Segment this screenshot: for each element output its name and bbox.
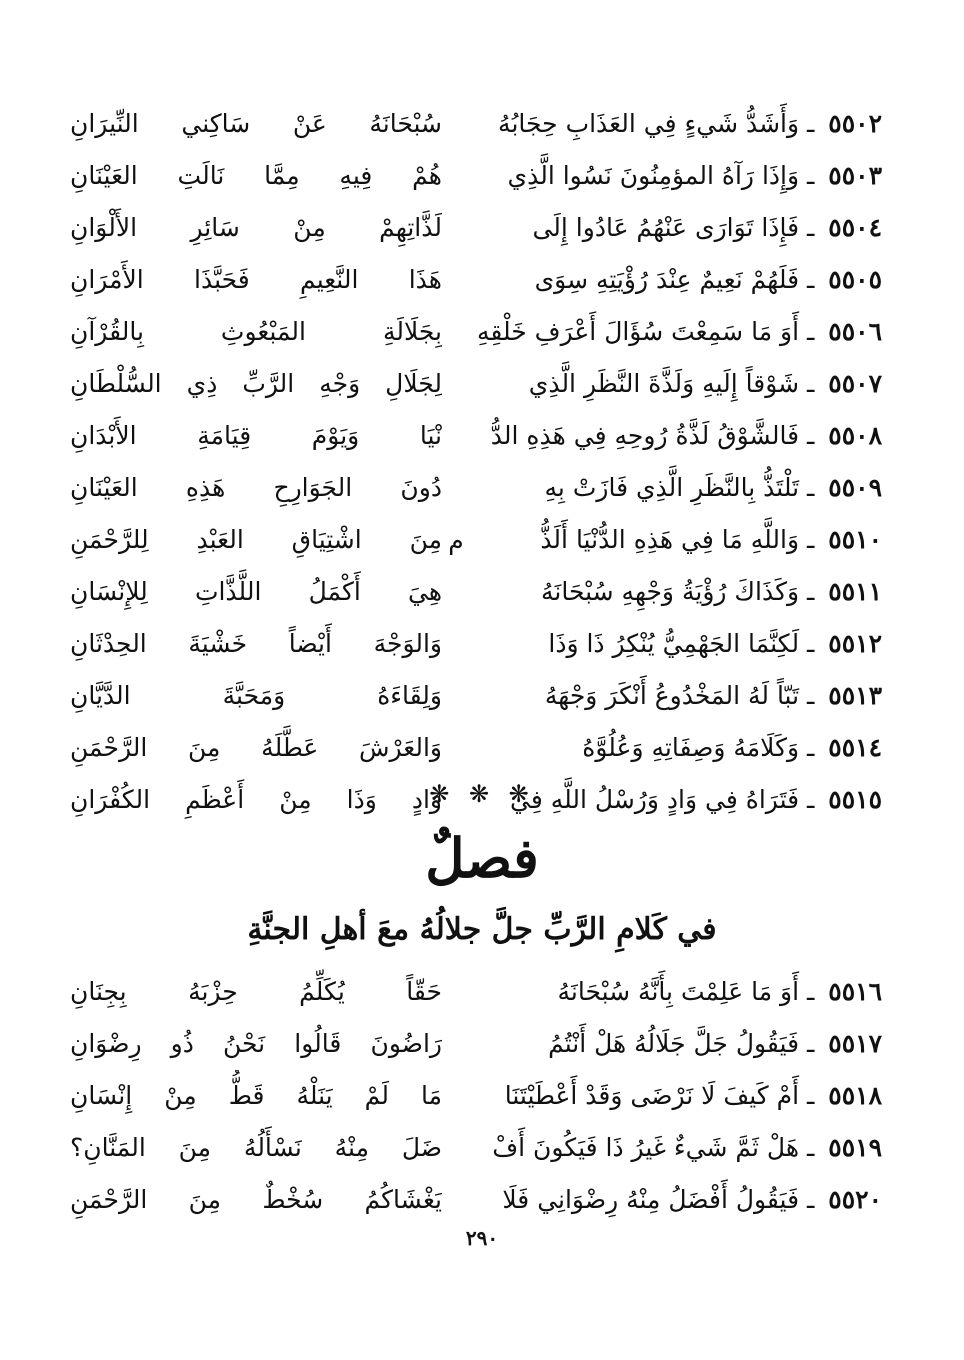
verse-first-text: لَكِنَّمَا الجَهْمِيُّ يُنْكِرُ ذَا وَذَا	[548, 629, 800, 658]
verse-second-hemistich: مَا لَمْ يَنَلْهُ قَطُّ مِنْ إِنْسَانِ	[70, 1081, 442, 1110]
verse-second-hemistich: وَلِقَاءَهُ وَمَحَبَّةَ الدَّيَّانِ	[70, 681, 442, 710]
verse-number: ٥٥٢٠	[828, 1185, 882, 1214]
section-subtitle: في كَلامِ الرَّبِّ جلَّ جلالُهُ معَ أهلِ الجنَّةِ	[247, 912, 717, 947]
verse-second-hemistich: ضَلَ مِنْهُ نَسْأَلُهُ مِنَ المَنَّانِ؟	[70, 1133, 442, 1162]
verse-line	[70, 98, 882, 150]
verse-first-text: فَيَقُولُ أَفْضَلُ مِنْهُ رِضْوَانِي فَلَا	[502, 1185, 800, 1214]
verse-second-hemistich: لِجَلَالِ وَجْهِ الرَّبِّ ذِي السُّلْطَانِ	[70, 369, 442, 398]
verse-first-hemistich: ٥٥٠٧ ـ شَوْقاً إِلَيهِ وَلَذَّةَ النَّظَرِ الَّذِي	[528, 369, 882, 398]
verse-number: ٥٥١١	[828, 577, 882, 606]
page-number: ٢٩٠	[465, 1226, 499, 1250]
verse-first-text: أَوَ مَا عَلِمْتَ بِأَنَّهُ سُبْحَانَهُ	[557, 977, 800, 1006]
verse-number: ٥٥٠٨	[828, 421, 882, 450]
verse-second-hemistich: وَالوَجْهَ أَيْضاً خَشْيَةَ الحِدْثَانِ	[70, 629, 442, 658]
verse-first-text: فَيَقُولُ جَلَّ جَلَالُهُ هَلْ أَنْتُمُ	[548, 1029, 800, 1058]
verse-line	[70, 670, 882, 722]
verse-number: ٥٥٠٤	[828, 213, 882, 242]
verse-second-hemistich: هِيَ أَكْمَلُ اللَّذَّاتِ لِلإِنْسَانِ	[70, 577, 442, 606]
verse-second-hemistich: هَذَا النَّعِيمِ فَحَبَّذَا الأَمْرَانِ	[70, 265, 442, 294]
verse-second-hemistich: نْيَا وَيَوْمَ قِيَامَةِ الأَبْدَانِ	[70, 421, 442, 450]
verse-number: ٥٥١٣	[828, 681, 882, 710]
verse-line	[70, 514, 882, 566]
verse-number: ٥٥٠٦	[828, 317, 882, 346]
verse-first-hemistich: ٥٥١٥ ـ فَتَرَاهُ فِي وَادٍ وَرُسْلُ اللَّهِ فِي	[510, 785, 882, 814]
verse-first-hemistich: ٥٥٠٢ ـ وَأَشَدُّ شَيءٍ فِي العَذَابِ حِجَابُهُ	[498, 109, 882, 138]
verse-line	[70, 1174, 882, 1226]
verse-second-hemistich: حَقّاً يُكَلِّمُ حِزْبَهُ بِجِنَانِ	[70, 977, 442, 1006]
verse-first-hemistich: ٥٥١٩ ـ هَلْ ثَمَّ شَيءٌ غَيرُ ذَا فَيَكُونَ أَفْ	[492, 1133, 882, 1162]
verse-line	[70, 1070, 882, 1122]
verse-line	[70, 1018, 882, 1070]
verse-first-hemistich: ٥٥١٧ ـ فَيَقُولُ جَلَّ جَلَالُهُ هَلْ أَنْتُمُ	[548, 1029, 882, 1058]
verse-first-text: فَالشَّوْقُ لَذَّةُ رُوحِهِ فِي هَذِهِ الدُّ	[490, 421, 800, 450]
verse-first-text: هَلْ ثَمَّ شَيءٌ غَيرُ ذَا فَيَكُونَ أَفْ	[492, 1133, 800, 1162]
verse-first-hemistich: ٥٥١٤ ـ وَكَلَامَهُ وَصِفَاتِهِ وَعُلُوَّهُ	[582, 733, 882, 762]
verse-first-hemistich: ٥٥٠٩ ـ تَلْتَذُّ بِالنَّظَرِ الَّذِي فَازَتْ بِهِ	[544, 473, 882, 502]
section-heading: فصلٌ	[425, 826, 539, 890]
verse-line	[70, 410, 882, 462]
verse-line	[70, 566, 882, 618]
verse-first-text: وَأَشَدُّ شَيءٍ فِي العَذَابِ حِجَابُهُ	[498, 109, 800, 138]
verse-second-hemistich: هُمْ فِيهِ مِمَّا نَالَتِ العَيْنَانِ	[70, 161, 442, 190]
verse-number: ٥٥١٦	[828, 977, 882, 1006]
verse-first-text: وَكَذَاكَ رُؤْيَةُ وَجْهِهِ سُبْحَانَهُ	[541, 577, 800, 606]
verse-first-hemistich: ٥٥٠٨ ـ فَالشَّوْقُ لَذَّةُ رُوحِهِ فِي هَذِهِ الدُّ	[490, 421, 882, 450]
verse-first-hemistich: ٥٥٠٦ ـ أَوَ مَا سَمِعْتَ سُؤَالَ أَعْرَفِ خَلْقِهِ	[476, 317, 882, 346]
verse-line	[70, 722, 882, 774]
verse-number: ٥٥٠٧	[828, 369, 882, 398]
verse-number: ٥٥١٢	[828, 629, 882, 658]
verse-first-text: فَلَهُمْ نَعِيمٌ عِنْدَ رُؤْيَتِهِ سِوَى	[534, 265, 800, 294]
verse-number: ٥٥١٥	[828, 785, 882, 814]
verse-first-text: أَمْ كَيفَ لَا نَرْضَى وَقَدْ أَعْطَيْتَنَا	[504, 1081, 800, 1110]
verse-first-hemistich: ٥٥١١ ـ وَكَذَاكَ رُؤْيَةُ وَجْهِهِ سُبْحَانَهُ	[541, 577, 882, 606]
verse-line	[70, 358, 882, 410]
verse-first-text: وَاللَّهِ مَا فِي هَذِهِ الدُّنْيَا أَلَذُّ	[540, 525, 800, 554]
verse-first-text: فَإِذَا تَوَارَى عَنْهُمُ عَادُوا إِلَى	[532, 213, 800, 242]
verse-number: ٥٥١٨	[828, 1081, 882, 1110]
verse-number: ٥٥٠٣	[828, 161, 882, 190]
verse-number: ٥٥٠٥	[828, 265, 882, 294]
verse-first-text: وَإِذَا رَآهُ المؤمِنُونَ نَسُوا الَّذِي	[507, 161, 800, 190]
verse-first-text: فَتَرَاهُ فِي وَادٍ وَرُسْلُ اللَّهِ فِي	[510, 785, 800, 814]
verse-number: ٥٥١٧	[828, 1029, 882, 1058]
verse-first-hemistich: ٥٥١٣ ـ تَبّاً لَهُ المَخْدُوعُ أَنْكَرَ وَجْهَهُ	[544, 681, 882, 710]
verse-second-hemistich: سُبْحَانَهُ عَنْ سَاكِني النِّيرَانِ	[70, 109, 442, 138]
verse-number: ٥٥١٤	[828, 733, 882, 762]
verse-line	[70, 306, 882, 358]
verse-block-2	[70, 966, 882, 1226]
verse-number: ٥٥١٠	[828, 525, 882, 554]
verse-second-hemistich: رَاضُونَ قَالُوا نَحْنُ ذُو رِضْوَانِ	[70, 1029, 442, 1058]
verse-line	[70, 202, 882, 254]
verse-second-hemistich: وَالعَرْشَ عَطَّلَهُ مِنَ الرَّحْمَنِ	[70, 733, 442, 762]
verse-first-hemistich: ٥٥٢٠ ـ فَيَقُولُ أَفْضَلُ مِنْهُ رِضْوَانِي فَلَا	[502, 1185, 882, 1214]
verse-line	[70, 966, 882, 1018]
verse-first-text: تَبّاً لَهُ المَخْدُوعُ أَنْكَرَ وَجْهَهُ	[544, 681, 800, 710]
verse-number: ٥٥٠٢	[828, 109, 882, 138]
verse-line	[70, 462, 882, 514]
stars-separator: ❋ ❋ ❋	[429, 780, 535, 808]
verse-line	[70, 254, 882, 306]
verse-first-hemistich: ٥٥١٦ ـ أَوَ مَا عَلِمْتَ بِأَنَّهُ سُبْحَانَهُ	[557, 977, 882, 1006]
verse-first-hemistich: ٥٥٠٥ ـ فَلَهُمْ نَعِيمٌ عِنْدَ رُؤْيَتِهِ سِوَى	[534, 265, 882, 294]
verse-first-hemistich: ٥٥١٢ ـ لَكِنَّمَا الجَهْمِيُّ يُنْكِرُ ذَا وَذَا	[548, 629, 882, 658]
verse-first-hemistich: ٥٥٠٤ ـ فَإِذَا تَوَارَى عَنْهُمُ عَادُوا إِلَى	[532, 213, 882, 242]
verse-first-text: أَوَ مَا سَمِعْتَ سُؤَالَ أَعْرَفِ خَلْقِهِ	[476, 317, 800, 346]
verse-first-hemistich: ٥٥٠٣ ـ وَإِذَا رَآهُ المؤمِنُونَ نَسُوا الَّذِي	[507, 161, 882, 190]
verse-first-text: وَكَلَامَهُ وَصِفَاتِهِ وَعُلُوَّهُ	[582, 733, 800, 762]
verse-first-text: تَلْتَذُّ بِالنَّظَرِ الَّذِي فَازَتْ بِهِ	[544, 473, 800, 502]
verse-second-hemistich: دُونَ الجَوَارِحِ هَذِهِ العَيْنَانِ	[70, 473, 442, 502]
verse-second-hemistich: بِجَلَالَةِ المَبْعُوثِ بِالقُرْآنِ	[70, 317, 442, 346]
verse-second-hemistich: وَادٍ وَذَا مِنْ أَعْظَمِ الكُفْرَانِ	[70, 785, 442, 814]
verse-first-hemistich: ٥٥١٨ ـ أَمْ كَيفَ لَا نَرْضَى وَقَدْ أَعْطَيْتَنَا	[504, 1081, 882, 1110]
verse-line	[70, 618, 882, 670]
verse-second-hemistich: لَذَّاتِهِمْ مِنْ سَائِرِ الأَلْوَانِ	[70, 213, 442, 242]
verse-first-hemistich: ٥٥١٠ ـ وَاللَّهِ مَا فِي هَذِهِ الدُّنْيَا أَلَذُّ	[540, 525, 882, 554]
verse-second-hemistich: يَغْشَاكُمُ سُخْطٌ مِنَ الرَّحْمَنِ	[70, 1185, 442, 1214]
verse-number: ٥٥٠٩	[828, 473, 882, 502]
verse-line	[70, 1122, 882, 1174]
verse-gap: م	[448, 525, 464, 555]
verse-first-text: شَوْقاً إِلَيهِ وَلَذَّةَ النَّظَرِ الَّذِي	[528, 369, 800, 398]
verse-second-hemistich: مِنَ اشْتِيَاقِ العَبْدِ لِلرَّحْمَنِ	[70, 525, 442, 554]
verse-number: ٥٥١٩	[828, 1133, 882, 1162]
verse-line	[70, 150, 882, 202]
verse-block-1	[70, 98, 882, 826]
